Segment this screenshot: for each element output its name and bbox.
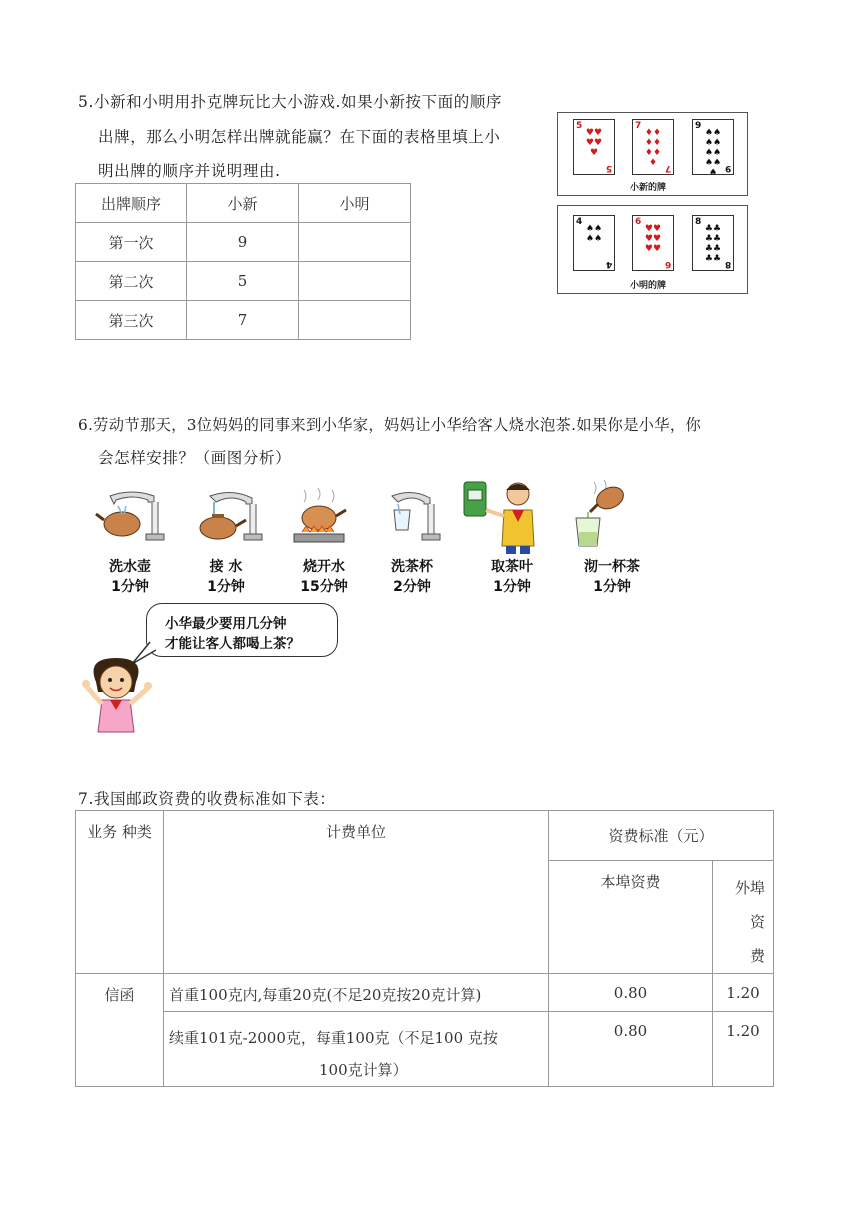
row-xiaoming-answer[interactable] (299, 301, 411, 340)
card-rank: 9 (695, 121, 702, 131)
table-row (76, 223, 411, 262)
step-label (572, 557, 652, 597)
q5-text-line-3: 明出牌的顺序并说明理由. (98, 162, 281, 180)
card-rank: 7 (664, 163, 671, 173)
boiling-water-icon (284, 486, 354, 546)
washing-cup-icon (376, 486, 446, 546)
other-fee-cell: 1.20 (713, 974, 774, 1012)
filling-water-icon (190, 486, 270, 546)
header-other-line: 费 (749, 947, 765, 965)
header-other (713, 861, 774, 974)
table-row (76, 301, 411, 340)
step-label (90, 557, 170, 597)
table-row (76, 974, 774, 1012)
xiaoming-cards-panel (557, 205, 748, 294)
header-other-line: 资 (749, 913, 765, 931)
other-fee-cell: 1.20 (713, 1012, 774, 1087)
step-name: 沏一杯茶 (584, 559, 640, 575)
speech-bubble (146, 603, 338, 657)
step-label (186, 557, 266, 597)
card-rank: 5 (605, 163, 612, 173)
row-xiaoxin: 7 (187, 301, 299, 340)
step-time: 1分钟 (207, 579, 245, 595)
q5-text-line-2: 出牌，那么小明怎样出牌就能赢？在下面的表格里填上小 (98, 128, 501, 146)
xiaoming-cards-label: 小明的牌 (630, 281, 667, 291)
card-rank: 8 (724, 259, 731, 269)
step-label (472, 557, 552, 597)
step-name: 洗水壶 (109, 559, 151, 575)
header-standard: 资费标准（元） (549, 811, 774, 861)
xiaoxin-cards-label: 小新的牌 (630, 183, 667, 193)
table-row (76, 262, 411, 301)
bubble-text-line-1: 小华最少要用几分钟 (165, 616, 287, 632)
step-time: 1分钟 (593, 579, 631, 595)
playing-card (692, 215, 734, 271)
girl-icon (78, 652, 156, 734)
step-name: 取茶叶 (491, 559, 533, 575)
header-xiaoxin: 小新 (187, 184, 299, 223)
row-xiaoming-answer[interactable] (299, 223, 411, 262)
q6-text-line-1: 6.劳动节那天，3位妈妈的同事来到小华家，妈妈让小华给客人烧水泡茶.如果你是小华，你 (78, 416, 702, 434)
playing-card (632, 215, 674, 271)
unit-cell-line-1: 续重101克-2000克，每重100克（不足100 克按 (169, 1029, 498, 1047)
card-rank: 4 (576, 217, 583, 227)
row-order: 第二次 (76, 262, 187, 301)
step-name: 烧开水 (303, 559, 345, 575)
step-label (372, 557, 452, 597)
row-order: 第一次 (76, 223, 187, 262)
table-header-row (76, 811, 774, 861)
making-tea-icon (566, 476, 636, 556)
unit-cell (164, 1012, 549, 1087)
header-local: 本埠资费 (549, 861, 713, 974)
getting-tea-icon (458, 476, 548, 556)
step-time: 1分钟 (111, 579, 149, 595)
row-xiaoming-answer[interactable] (299, 262, 411, 301)
local-fee-cell: 0.80 (549, 974, 713, 1012)
step-time: 2分钟 (393, 579, 431, 595)
card-rank: 4 (605, 259, 612, 269)
card-rank: 6 (664, 259, 671, 269)
xiaoxin-cards-panel (557, 112, 748, 196)
step-label (284, 557, 364, 597)
table-header-row (76, 184, 411, 223)
q5-text-line-1: 5.小新和小明用扑克牌玩比大小游戏.如果小新按下面的顺序 (78, 93, 503, 111)
card-pips: ♥♥♥♥♥♥ (644, 224, 662, 254)
card-rank: 9 (724, 163, 731, 173)
unit-cell: 首重100克内,每重20克(不足20克按20克计算) (164, 974, 549, 1012)
q5-card-order-table (75, 183, 411, 340)
header-category: 业务 种类 (76, 811, 164, 974)
local-fee-cell: 0.80 (549, 1012, 713, 1087)
header-unit: 计费单位 (164, 811, 549, 974)
q6-text-line-2: 会怎样安排？（画图分析） (98, 449, 292, 467)
header-xiaoming: 小明 (299, 184, 411, 223)
step-name: 接 水 (209, 559, 243, 575)
row-xiaoxin: 5 (187, 262, 299, 301)
playing-card (573, 119, 615, 175)
row-xiaoxin: 9 (187, 223, 299, 262)
playing-card (692, 119, 734, 178)
playing-card (573, 215, 615, 271)
card-rank: 8 (695, 217, 702, 227)
card-pips: ♥♥♥♥♥ (585, 128, 603, 158)
card-pips: ♠♠♠♠♠♠♠♠♠ (704, 128, 722, 178)
card-rank: 5 (576, 121, 583, 131)
table-row (76, 1012, 774, 1087)
row-order: 第三次 (76, 301, 187, 340)
q7-title: 7.我国邮政资费的收费标准如下表： (78, 790, 336, 808)
card-pips: ♠♠♠♠ (585, 224, 603, 244)
header-other-line: 外埠 (734, 879, 765, 897)
step-time: 1分钟 (493, 579, 531, 595)
q7-postage-table (75, 810, 774, 1087)
card-rank: 7 (635, 121, 642, 131)
unit-cell-line-2: 100克计算） (319, 1061, 408, 1079)
bubble-text-line-2: 才能让客人都喝上茶？ (165, 636, 300, 652)
header-order: 出牌顺序 (76, 184, 187, 223)
step-name: 洗茶杯 (391, 559, 433, 575)
playing-card (632, 119, 674, 175)
card-pips: ♦♦♦♦♦♦♦ (644, 128, 662, 168)
step-time: 15分钟 (300, 579, 348, 595)
washing-kettle-icon (92, 486, 172, 546)
card-rank: 6 (635, 217, 642, 227)
card-pips: ♣♣♣♣♣♣♣♣ (704, 224, 722, 264)
category-cell: 信函 (76, 974, 164, 1087)
